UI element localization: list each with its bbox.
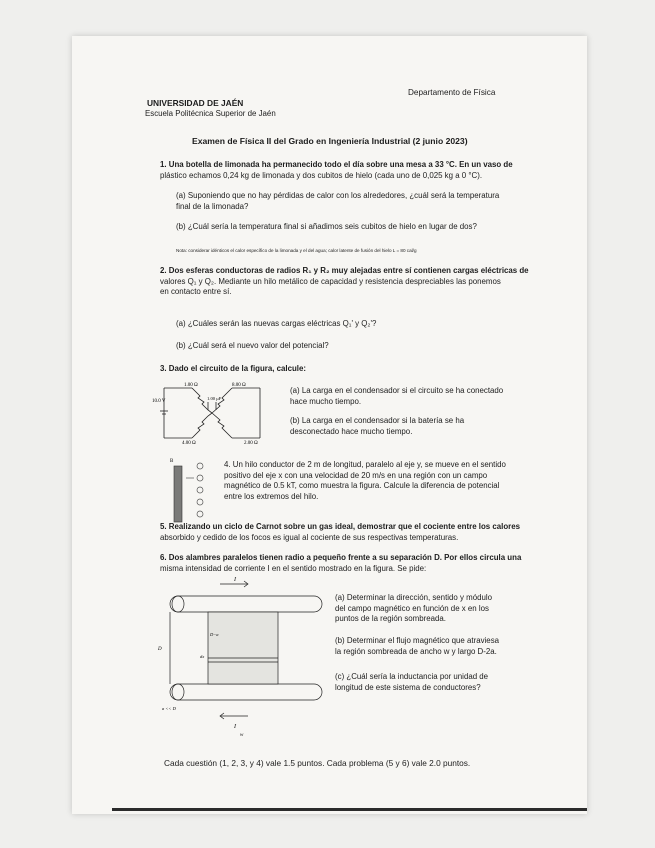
fig-dx-label: dx bbox=[200, 654, 205, 659]
q3-b-line-2: desconectado hace mucho tiempo. bbox=[290, 426, 413, 436]
q4-line-4: entre los extremos del hilo. bbox=[224, 491, 319, 501]
circuit-diagram bbox=[152, 380, 292, 444]
field-mark-4 bbox=[197, 499, 203, 505]
fig-a-condition: a << D bbox=[162, 706, 176, 711]
circuit-r-top-right: 8.00 Ω bbox=[232, 383, 246, 388]
question-6 bbox=[160, 553, 580, 574]
fig-current-top: I bbox=[234, 577, 236, 583]
resistor-bottom-right bbox=[212, 413, 232, 438]
q6-part-b bbox=[335, 636, 575, 657]
wire-bottom-end bbox=[172, 684, 184, 700]
field-label: B bbox=[170, 459, 174, 464]
fig-d2a-label: D−a bbox=[210, 632, 219, 637]
q6-part-c bbox=[335, 672, 575, 693]
q6-a-line-2: del campo magnético en función de x en los bbox=[335, 603, 489, 613]
wire-top-end bbox=[172, 596, 184, 612]
q1-intro-line-2: plástico echamos 0,24 kg de limonada y dos cubitos de hielo (cada uno de 0,025 kg a 0 °C). bbox=[160, 170, 483, 180]
q1-intro-line-1: 1. Una botella de limonada ha permanecido todo el día sobre una mesa a 33 °C. En un vaso de bbox=[160, 160, 513, 169]
field-mark-3 bbox=[197, 487, 203, 493]
q2-intro-line-3: en contacto entre sí. bbox=[160, 287, 232, 297]
q6-c-line-1: (c) ¿Cuál sería la inductancia por unidad de bbox=[335, 672, 489, 681]
q3-part-b bbox=[290, 416, 576, 437]
q6-part-a bbox=[335, 593, 575, 625]
question-4 bbox=[224, 460, 578, 502]
question-5 bbox=[160, 522, 580, 543]
fig-current-bottom: I bbox=[234, 724, 236, 730]
wire-top bbox=[170, 596, 322, 612]
circuit-r-bottom-left: 4.00 Ω bbox=[182, 441, 196, 444]
parallel-wires-figure bbox=[156, 576, 332, 736]
circuit-r-top-left: 1.00 Ω bbox=[184, 383, 198, 388]
wire-bottom bbox=[170, 684, 322, 700]
exam-title: Examen de Física II del Grado en Ingeniería Industrial (2 junio 2023) bbox=[192, 136, 468, 146]
q6-c-line-2: longitud de este sistema de conductores? bbox=[335, 682, 481, 692]
points-footer: Cada cuestión (1, 2, 3, y 4) vale 1.5 puntos. Cada problema (5 y 6) vale 2.0 puntos. bbox=[164, 758, 471, 768]
school-name: Escuela Politécnica Superior de Jaén bbox=[145, 109, 276, 118]
shaded-region bbox=[208, 612, 278, 684]
conductor-bar bbox=[174, 466, 182, 522]
q3-b-line-1: (b) La carga en el condensador si la batería se ha bbox=[290, 416, 465, 425]
q6-intro-line-2: misma intensidad de corriente I en el sentido mostrado en la figura. Se pide: bbox=[160, 563, 427, 573]
q3-a-line-1: (a) La carga en el condensador si el circuito se ha conectado bbox=[290, 386, 504, 395]
q1-a-line-2: final de la limonada? bbox=[176, 201, 249, 211]
q6-a-line-1: (a) Determinar la dirección, sentido y módulo bbox=[335, 593, 493, 602]
fig-w-label: w bbox=[240, 733, 244, 736]
circuit-voltage-label: 10.0 V bbox=[152, 399, 166, 404]
university-name: UNIVERSIDAD DE JAÉN bbox=[147, 98, 244, 108]
q2-part-a: (a) ¿Cuáles serán las nuevas cargas eléctricas Q₁' y Q₂'? bbox=[176, 319, 377, 328]
q4-line-1: 4. Un hilo conductor de 2 m de longitud, paralelo al eje y, se mueve en el sentido bbox=[224, 460, 506, 469]
q5-line-2: absorbido y cedido de los focos es igual al cociente de sus respectivas temperaturas. bbox=[160, 532, 459, 542]
q6-a-line-3: puntos de la región sombreada. bbox=[335, 614, 446, 624]
q1-a-line-1: (a) Suponiendo que no hay pérdidas de calor con los alrededores, ¿cuál será la temperatura bbox=[176, 191, 500, 200]
q2-intro-line-1: 2. Dos esferas conductoras de radios R₁ y R₂ muy alejadas entre sí contienen cargas eléctricas de bbox=[160, 266, 529, 275]
resistor-bottom-left bbox=[192, 413, 212, 438]
field-mark-5 bbox=[197, 511, 203, 517]
q3-part-a bbox=[290, 386, 576, 407]
exam-sheet bbox=[72, 36, 587, 814]
circuit-capacitor-label: 1.00 μF bbox=[207, 396, 222, 401]
q1-part-a bbox=[176, 191, 576, 212]
q1-note: Nota: considerar idénticos el calor específico de la limonada y el del agua; calor latente de fusión del hielo L = 80 cal/g bbox=[176, 248, 417, 253]
bottom-edge-line bbox=[112, 808, 587, 811]
q6-b-line-2: la región sombreada de ancho w y largo D-2a. bbox=[335, 646, 497, 656]
q3-b-line-1-wrap bbox=[290, 416, 576, 427]
q6-intro-line-1: 6. Dos alambres paralelos tienen radio a pequeño frente a su separación D. Por ellos circula una bbox=[160, 553, 522, 562]
question-2 bbox=[160, 266, 580, 298]
q3-a-line-2: hace mucho tiempo. bbox=[290, 396, 362, 406]
moving-wire-figure bbox=[166, 454, 212, 526]
q4-line-3: magnético de 0.5 kT, como muestra la figura. Calcule la diferencia de potencial bbox=[224, 481, 500, 491]
q4-line-2: positivo del eje x con una velocidad de 20 m/s en una región con un campo bbox=[224, 470, 488, 480]
fig-d-label: D bbox=[158, 647, 162, 652]
field-mark-2 bbox=[197, 475, 203, 481]
circuit-r-bottom-right: 2.00 Ω bbox=[244, 441, 258, 444]
field-mark-1 bbox=[197, 463, 203, 469]
q2-part-b: (b) ¿Cuál será el nuevo valor del potencial? bbox=[176, 341, 329, 350]
question-1 bbox=[160, 160, 570, 181]
question-3-intro: 3. Dado el circuito de la figura, calcule: bbox=[160, 364, 307, 373]
q5-line-1: 5. Realizando un ciclo de Carnot sobre un gas ideal, demostrar que el cociente entre los calores bbox=[160, 522, 521, 531]
q2-intro-line-2: valores Q₁ y Q₂. Mediante un hilo metálico de capacidad y resistencia despreciables las ponemos bbox=[160, 276, 501, 286]
q1-part-b: (b) ¿Cuál sería la temperatura final si añadimos seis cubitos de hielo en lugar de dos? bbox=[176, 222, 477, 231]
department-name: Departamento de Física bbox=[408, 88, 496, 97]
q6-b-line-1: (b) Determinar el flujo magnético que atraviesa bbox=[335, 636, 500, 645]
